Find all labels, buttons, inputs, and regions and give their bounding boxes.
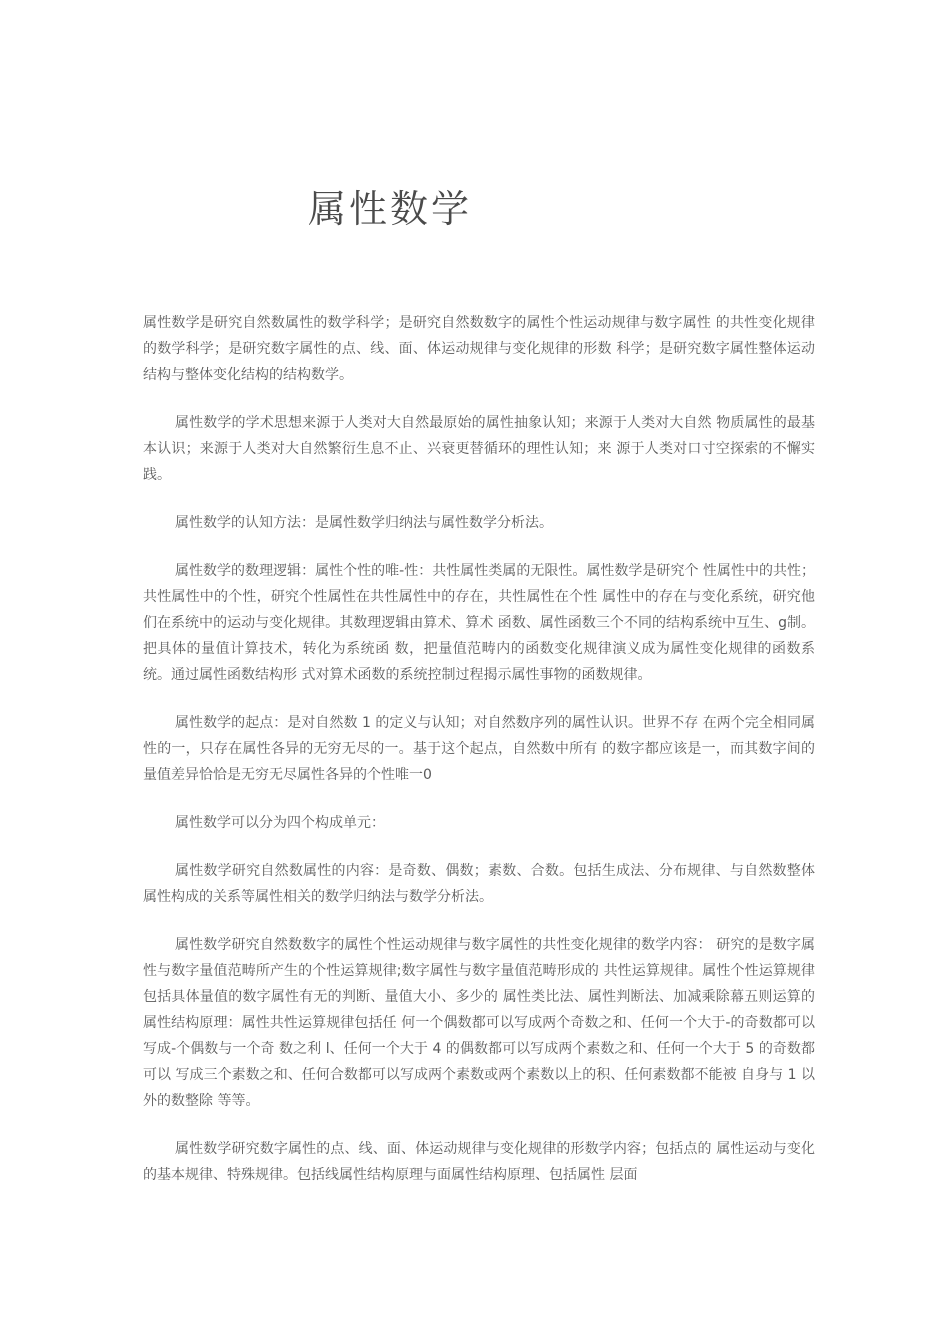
document-title: 属性数学 xyxy=(308,187,473,231)
paragraph-4: 属性数学的数理逻辑：属性个性的唯-性：共性属性类属的无限性。属性数学是研究个 性属性中的共性；共性属性中的个性，研究个性属性在共性属性中的存在，共性属性在个性 属性中的存在与变化系统，研究他们在系统中的运动与变化规律。其数理逻辑由算术、算术 函数、属性函数三个不同的结构系统中互生、g制。把具体的量值计算技术，转化为系统函 数，把量值范畴内的函数变化规律演义成为属性变化规律的函数系统。通过属性函数结构形 式对算术函数的系统控制过程揭示属性事物的函数规律。 xyxy=(143,563,815,683)
paragraph-8: 属性数学研究自然数数字的属性个性运动规律与数字属性的共性变化规律的数学内容： 研究的是数字属性与数字量值范畴所产生的个性运算规律;数字属性与数字量值范畴形成的 共性运算规律。属性个性运算规律包括具体量值的数字属性有无的判断、量值大小、多少的 属性类比法、属性判断法、加减乘除幕五则运算的属性结构原理：属性共性运算规律包括任 何一个偶数都可以写成两个奇数之和、任何一个大于-的奇数都可以写成-个偶数与一个奇 数之利 l、任何一个大于 4 的偶数都可以写成两个素数之和、任何一个大于 5 的奇数都可以 写成三个素数之和、任何合数都可以写成两个素数或两个素数以上的积、任何素数都不能被 自身与 1 以外的数整除 等等。 xyxy=(143,937,815,1109)
paragraph-7: 属性数学研究自然数属性的内容：是奇数、偶数；素数、合数。包括生成法、分布规律、与自然数整体属性构成的关系等属性相关的数学归纳法与数学分析法。 xyxy=(143,863,815,905)
paragraph-3: 属性数学的认知方法：是属性数学归纳法与属性数学分析法。 xyxy=(175,515,553,531)
paragraph-2: 属性数学的学术思想来源于人类对大自然最原始的属性抽象认知；来源于人类对大自然 物质属性的最基本认识；来源于人类对大自然繁衍生息不止、兴衰更替循环的理性认知；来 源于人类对口寸空探索的不懈实践。 xyxy=(143,415,815,483)
document-body xyxy=(143,310,815,1210)
paragraph-9: 属性数学研究数字属性的点、线、面、体运动规律与变化规律的形数学内容；包括点的 属性运动与变化的基本规律、特殊规律。包括线属性结构原理与面属性结构原理、包括属性 层面 xyxy=(143,1141,815,1183)
paragraph-5: 属性数学的起点：是对自然数 1 的定义与认知；对自然数序列的属性认识。世界不存 在两个完全相同属性的一，只存在属性各异的无穷无尽的一。基于这个起点，自然数中所有 的数字都应该是一，而其数字间的量值差异恰恰是无穷无尽属性各异的个性唯一0 xyxy=(143,715,815,783)
paragraph-6: 属性数学可以分为四个构成单元： xyxy=(175,815,385,831)
paragraph-1: 属性数学是研究自然数属性的数学科学；是研究自然数数字的属性个性运动规律与数字属性 的共性变化规律的数学科学；是研究数字属性的点、线、面、体运动规律与变化规律的形数 科学；是研究数字属性整体运动结构与整体变化结构的结构数学。 xyxy=(143,315,815,383)
